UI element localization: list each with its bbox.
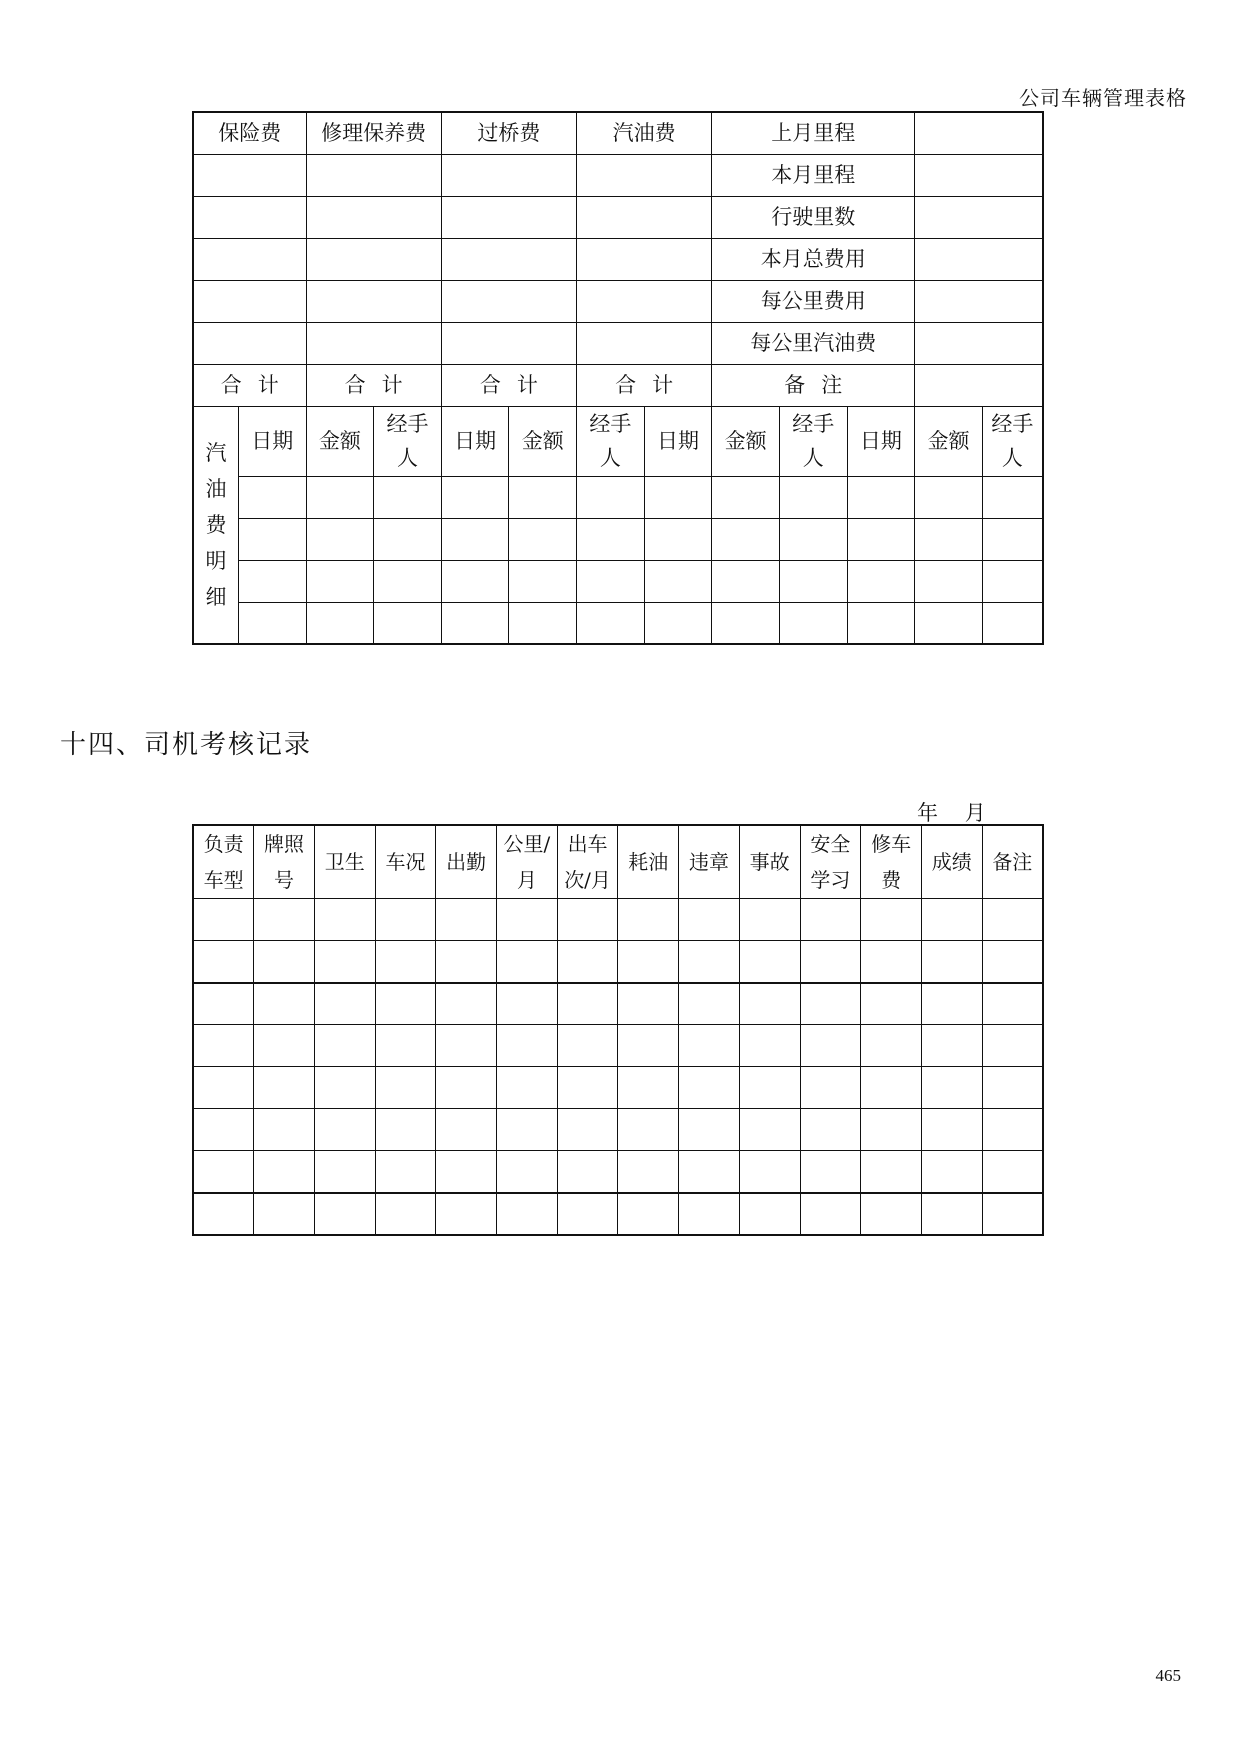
entry-cell[interactable]	[193, 1151, 254, 1193]
header-toll: 过桥费	[441, 112, 576, 154]
entry-cell[interactable]	[497, 1151, 558, 1193]
entry-cell[interactable]	[739, 941, 800, 983]
entry-cell[interactable]	[618, 983, 679, 1025]
entry-cell[interactable]	[314, 1109, 375, 1151]
page-number: 465	[1155, 1666, 1181, 1685]
fuel-detail-label: 汽油费明细	[193, 406, 238, 644]
header-repair: 修理保养费	[306, 112, 441, 154]
entry-cell[interactable]	[497, 1109, 558, 1151]
entry-cell[interactable]	[982, 1193, 1043, 1235]
entry-cell[interactable]	[374, 476, 442, 518]
detail-header-date: 日期	[238, 406, 306, 476]
total-label: 合计	[577, 364, 712, 406]
entry-cell[interactable]	[577, 518, 645, 560]
entry-cell[interactable]	[557, 1025, 618, 1067]
entry-cell[interactable]	[577, 322, 712, 364]
entry-cell[interactable]	[921, 1151, 982, 1193]
entry-cell[interactable]	[712, 518, 780, 560]
entry-cell[interactable]	[497, 983, 558, 1025]
entry-cell[interactable]	[861, 1109, 922, 1151]
entry-cell[interactable]	[577, 280, 712, 322]
entry-cell[interactable]	[739, 1193, 800, 1235]
detail-header-amount: 金额	[915, 406, 983, 476]
entry-cell[interactable]	[497, 941, 558, 983]
entry-cell[interactable]	[193, 322, 306, 364]
entry-cell[interactable]	[712, 476, 780, 518]
entry-cell[interactable]	[314, 1193, 375, 1235]
entry-cell[interactable]	[577, 476, 645, 518]
entry-cell[interactable]	[306, 322, 441, 364]
entry-cell[interactable]	[679, 1025, 740, 1067]
entry-cell[interactable]	[847, 560, 915, 602]
entry-cell[interactable]	[497, 1067, 558, 1109]
entry-cell[interactable]	[779, 518, 847, 560]
remark-label: 备注	[712, 364, 915, 406]
value-cell[interactable]	[915, 154, 1043, 196]
header-fuel: 汽油费	[577, 112, 712, 154]
entry-cell[interactable]	[847, 518, 915, 560]
label-distance: 行驶里数	[712, 196, 915, 238]
entry-cell[interactable]	[739, 1151, 800, 1193]
entry-cell[interactable]	[306, 476, 374, 518]
entry-cell[interactable]	[618, 899, 679, 941]
entry-cell[interactable]	[739, 1067, 800, 1109]
entry-cell[interactable]	[314, 1067, 375, 1109]
entry-cell[interactable]	[193, 899, 254, 941]
entry-cell[interactable]	[557, 983, 618, 1025]
value-cell[interactable]	[915, 238, 1043, 280]
entry-cell[interactable]	[921, 983, 982, 1025]
entry-cell[interactable]	[441, 280, 576, 322]
entry-cell[interactable]	[254, 1067, 315, 1109]
entry-cell[interactable]	[921, 1109, 982, 1151]
total-label: 合计	[441, 364, 576, 406]
value-cell[interactable]	[915, 322, 1043, 364]
entry-cell[interactable]	[193, 941, 254, 983]
entry-cell[interactable]	[800, 1109, 861, 1151]
entry-cell[interactable]	[193, 154, 306, 196]
entry-cell[interactable]	[193, 983, 254, 1025]
entry-cell[interactable]	[861, 1151, 922, 1193]
entry-cell[interactable]	[509, 476, 577, 518]
entry-cell[interactable]	[254, 1109, 315, 1151]
entry-cell[interactable]	[374, 518, 442, 560]
entry-cell[interactable]	[982, 602, 1043, 644]
entry-cell[interactable]	[254, 941, 315, 983]
entry-cell[interactable]	[374, 602, 442, 644]
entry-cell[interactable]	[375, 1025, 436, 1067]
entry-cell[interactable]	[306, 560, 374, 602]
entry-cell[interactable]	[238, 476, 306, 518]
entry-cell[interactable]	[800, 1067, 861, 1109]
label-last-month-mileage: 上月里程	[712, 112, 915, 154]
entry-cell[interactable]	[982, 1025, 1043, 1067]
label-fuel-per-km: 每公里汽油费	[712, 322, 915, 364]
entry-cell[interactable]	[861, 1193, 922, 1235]
entry-cell[interactable]	[436, 899, 497, 941]
entry-cell[interactable]	[436, 983, 497, 1025]
entry-cell[interactable]	[847, 476, 915, 518]
detail-header-date: 日期	[441, 406, 509, 476]
entry-cell[interactable]	[861, 1025, 922, 1067]
entry-cell[interactable]	[739, 983, 800, 1025]
entry-cell[interactable]	[679, 1193, 740, 1235]
detail-header-date: 日期	[847, 406, 915, 476]
value-cell[interactable]	[915, 196, 1043, 238]
header-safety-study: 安全学习	[800, 825, 861, 899]
entry-cell[interactable]	[915, 560, 983, 602]
entry-cell[interactable]	[618, 1025, 679, 1067]
header-violations: 违章	[679, 825, 740, 899]
header-fuel-consumption: 耗油	[618, 825, 679, 899]
entry-cell[interactable]	[577, 154, 712, 196]
header-accidents: 事故	[739, 825, 800, 899]
entry-cell[interactable]	[921, 941, 982, 983]
header-score: 成绩	[921, 825, 982, 899]
entry-cell[interactable]	[509, 518, 577, 560]
entry-cell[interactable]	[800, 1193, 861, 1235]
detail-header-handler: 经手人	[982, 406, 1043, 476]
entry-cell[interactable]	[314, 941, 375, 983]
header-vehicle-condition: 车况	[375, 825, 436, 899]
entry-cell[interactable]	[436, 1067, 497, 1109]
header-remarks: 备注	[982, 825, 1043, 899]
entry-cell[interactable]	[193, 280, 306, 322]
entry-cell[interactable]	[618, 1109, 679, 1151]
year-month-label: 年 月	[917, 801, 986, 825]
detail-header-handler: 经手人	[374, 406, 442, 476]
entry-cell[interactable]	[441, 476, 509, 518]
detail-header-amount: 金额	[306, 406, 374, 476]
entry-cell[interactable]	[436, 1025, 497, 1067]
entry-cell[interactable]	[982, 941, 1043, 983]
entry-cell[interactable]	[618, 1067, 679, 1109]
entry-cell[interactable]	[915, 602, 983, 644]
entry-cell[interactable]	[375, 983, 436, 1025]
entry-cell[interactable]	[441, 154, 576, 196]
entry-cell[interactable]	[238, 518, 306, 560]
entry-cell[interactable]	[441, 238, 576, 280]
entry-cell[interactable]	[374, 560, 442, 602]
entry-cell[interactable]	[238, 602, 306, 644]
entry-cell[interactable]	[861, 941, 922, 983]
value-cell[interactable]	[915, 364, 1043, 406]
label-cost-per-km: 每公里费用	[712, 280, 915, 322]
entry-cell[interactable]	[847, 602, 915, 644]
entry-cell[interactable]	[618, 941, 679, 983]
header-vehicle-model: 负责车型	[193, 825, 254, 899]
entry-cell[interactable]	[982, 1109, 1043, 1151]
entry-cell[interactable]	[800, 983, 861, 1025]
entry-cell[interactable]	[982, 983, 1043, 1025]
entry-cell[interactable]	[557, 1151, 618, 1193]
entry-cell[interactable]	[618, 1151, 679, 1193]
entry-cell[interactable]	[375, 1193, 436, 1235]
section-title: 十四、司机考核记录	[60, 730, 313, 760]
entry-cell[interactable]	[254, 1025, 315, 1067]
entry-cell[interactable]	[441, 602, 509, 644]
entry-cell[interactable]	[436, 1151, 497, 1193]
entry-cell[interactable]	[306, 518, 374, 560]
entry-cell[interactable]	[921, 899, 982, 941]
entry-cell[interactable]	[644, 602, 712, 644]
entry-cell[interactable]	[800, 1025, 861, 1067]
entry-cell[interactable]	[306, 602, 374, 644]
entry-cell[interactable]	[577, 602, 645, 644]
entry-cell[interactable]	[800, 899, 861, 941]
entry-cell[interactable]	[193, 196, 306, 238]
entry-cell[interactable]	[739, 899, 800, 941]
entry-cell[interactable]	[306, 238, 441, 280]
entry-cell[interactable]	[314, 899, 375, 941]
entry-cell[interactable]	[644, 560, 712, 602]
fee-table	[192, 111, 1044, 645]
entry-cell[interactable]	[306, 280, 441, 322]
entry-cell[interactable]	[375, 1067, 436, 1109]
entry-cell[interactable]	[861, 1067, 922, 1109]
entry-cell[interactable]	[679, 1151, 740, 1193]
detail-header-handler: 经手人	[577, 406, 645, 476]
entry-cell[interactable]	[982, 899, 1043, 941]
entry-cell[interactable]	[497, 1193, 558, 1235]
entry-cell[interactable]	[436, 1193, 497, 1235]
entry-cell[interactable]	[497, 1025, 558, 1067]
header-plate-number: 牌照号	[254, 825, 315, 899]
entry-cell[interactable]	[921, 1067, 982, 1109]
entry-cell[interactable]	[644, 518, 712, 560]
entry-cell[interactable]	[921, 1193, 982, 1235]
entry-cell[interactable]	[375, 1151, 436, 1193]
entry-cell[interactable]	[739, 1109, 800, 1151]
entry-cell[interactable]	[679, 899, 740, 941]
entry-cell[interactable]	[982, 1067, 1043, 1109]
entry-cell[interactable]	[577, 560, 645, 602]
entry-cell[interactable]	[982, 1151, 1043, 1193]
entry-cell[interactable]	[254, 1193, 315, 1235]
entry-cell[interactable]	[557, 941, 618, 983]
entry-cell[interactable]	[861, 899, 922, 941]
value-cell[interactable]	[915, 112, 1043, 154]
entry-cell[interactable]	[739, 1025, 800, 1067]
entry-cell[interactable]	[982, 560, 1043, 602]
entry-cell[interactable]	[915, 518, 983, 560]
entry-cell[interactable]	[779, 476, 847, 518]
entry-cell[interactable]	[509, 602, 577, 644]
detail-header-handler: 经手人	[779, 406, 847, 476]
entry-cell[interactable]	[557, 1193, 618, 1235]
entry-cell[interactable]	[557, 899, 618, 941]
entry-cell[interactable]	[509, 560, 577, 602]
entry-cell[interactable]	[712, 602, 780, 644]
header-trips-per-month: 出车次/月	[557, 825, 618, 899]
entry-cell[interactable]	[306, 154, 441, 196]
entry-cell[interactable]	[679, 1109, 740, 1151]
label-this-month-mileage: 本月里程	[712, 154, 915, 196]
entry-cell[interactable]	[441, 196, 576, 238]
entry-cell[interactable]	[861, 983, 922, 1025]
document-header: 公司车辆管理表格	[1019, 86, 1187, 110]
entry-cell[interactable]	[193, 1109, 254, 1151]
entry-cell[interactable]	[679, 941, 740, 983]
entry-cell[interactable]	[238, 560, 306, 602]
header-insurance: 保险费	[193, 112, 306, 154]
entry-cell[interactable]	[254, 983, 315, 1025]
entry-cell[interactable]	[915, 476, 983, 518]
entry-cell[interactable]	[577, 196, 712, 238]
entry-cell[interactable]	[193, 1067, 254, 1109]
entry-cell[interactable]	[441, 560, 509, 602]
label-monthly-total: 本月总费用	[712, 238, 915, 280]
entry-cell[interactable]	[193, 1025, 254, 1067]
header-repair-cost: 修车费	[861, 825, 922, 899]
entry-cell[interactable]	[982, 476, 1043, 518]
entry-cell[interactable]	[441, 518, 509, 560]
entry-cell[interactable]	[921, 1025, 982, 1067]
entry-cell[interactable]	[618, 1193, 679, 1235]
entry-cell[interactable]	[314, 983, 375, 1025]
entry-cell[interactable]	[679, 1067, 740, 1109]
entry-cell[interactable]	[306, 196, 441, 238]
entry-cell[interactable]	[577, 238, 712, 280]
detail-header-amount: 金额	[712, 406, 780, 476]
value-cell[interactable]	[915, 280, 1043, 322]
entry-cell[interactable]	[436, 941, 497, 983]
entry-cell[interactable]	[441, 322, 576, 364]
detail-header-date: 日期	[644, 406, 712, 476]
driver-assessment-table	[192, 824, 1044, 1236]
entry-cell[interactable]	[982, 518, 1043, 560]
header-hygiene: 卫生	[314, 825, 375, 899]
total-label: 合计	[193, 364, 306, 406]
entry-cell[interactable]	[800, 941, 861, 983]
entry-cell[interactable]	[679, 983, 740, 1025]
entry-cell[interactable]	[779, 602, 847, 644]
entry-cell[interactable]	[254, 899, 315, 941]
entry-cell[interactable]	[375, 899, 436, 941]
entry-cell[interactable]	[800, 1151, 861, 1193]
entry-cell[interactable]	[712, 560, 780, 602]
header-attendance: 出勤	[436, 825, 497, 899]
entry-cell[interactable]	[557, 1109, 618, 1151]
entry-cell[interactable]	[436, 1109, 497, 1151]
total-label: 合计	[306, 364, 441, 406]
entry-cell[interactable]	[557, 1067, 618, 1109]
header-km-per-month: 公里/月	[497, 825, 558, 899]
entry-cell[interactable]	[375, 941, 436, 983]
entry-cell[interactable]	[497, 899, 558, 941]
entry-cell[interactable]	[375, 1109, 436, 1151]
entry-cell[interactable]	[314, 1151, 375, 1193]
entry-cell[interactable]	[193, 1193, 254, 1235]
entry-cell[interactable]	[779, 560, 847, 602]
detail-header-amount: 金额	[509, 406, 577, 476]
entry-cell[interactable]	[314, 1025, 375, 1067]
entry-cell[interactable]	[644, 476, 712, 518]
entry-cell[interactable]	[193, 238, 306, 280]
entry-cell[interactable]	[254, 1151, 315, 1193]
